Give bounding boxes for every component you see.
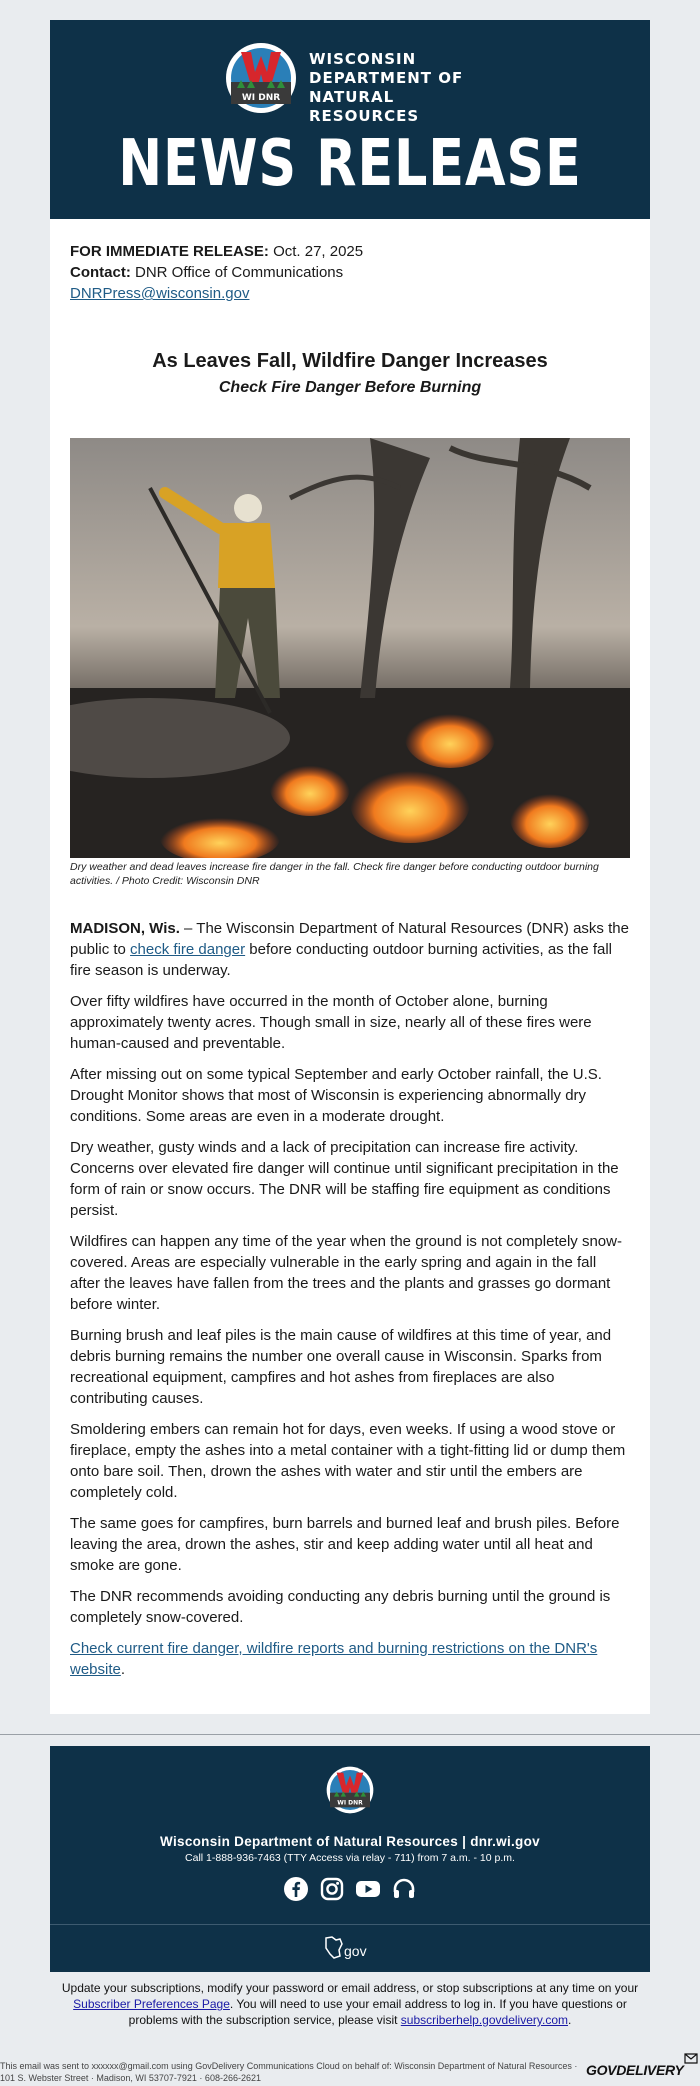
paragraph-4: Dry weather, gusty winds and a lack of precipitation can increase fire activity. Concerns over elevated fire danger will continue until significant precipitation in the form of rain or snow occurs. The DNR will be staffing fire equipment as conditions persist.	[70, 1139, 619, 1219]
release-meta	[50, 219, 650, 304]
agency-line-3: NATURAL RESOURCES	[309, 88, 420, 125]
contact-label: Contact:	[70, 264, 131, 281]
news-banner	[50, 20, 650, 219]
p1-text-b: before conducting outdoor burning activities, as the fall fire season is underway.	[70, 941, 613, 979]
paragraph-9: The DNR recommends avoiding conducting any debris burning until the ground is completely snow-covered.	[70, 1588, 611, 1626]
check-fire-danger-link[interactable]: check fire danger	[130, 941, 246, 958]
footer-separator	[0, 1734, 700, 1735]
p10-end: .	[120, 1661, 126, 1678]
paragraph-3: After missing out on some typical September and early October rainfall, the U.S. Drought Monitor shows that most of Wisconsin is experiencing abnormally dry conditions. Some areas are even in a moderate drought.	[70, 1066, 602, 1125]
paragraph-7: Smoldering embers can remain hot for days, even weeks. If using a wood stove or fireplace, empty the ashes into a metal container with a tight-fitting lid or dump them onto bare soil. Then, drown the ashes with water and stir until the embers are completely cold.	[70, 1421, 626, 1501]
paragraph-2: Over fifty wildfires have occurred in the month of October alone, burning approximately twenty acres. Though small in size, nearly all of these fires were human-caused and preventable.	[70, 993, 592, 1052]
fine-text-b: . You will need to use your email address to log in. If you have questions or problems with the subscription service, please visit	[128, 1997, 627, 2027]
fine-text-c: .	[567, 2013, 572, 2027]
govdelivery-envelope-icon	[684, 2052, 698, 2064]
footer-badge-label: WI DNR	[337, 1799, 363, 1807]
paragraph-5: Wildfires can happen any time of the year when the ground is not completely snow-covered. Areas are especially vulnerable in the early spring and again in the fall after the leaves have fallen from the trees and the plants and grasses go dormant before winter.	[70, 1233, 622, 1313]
release-date: Oct. 27, 2025	[273, 243, 364, 260]
email-line	[70, 283, 630, 304]
badge-label: WI DNR	[241, 93, 281, 103]
headline-title: As Leaves Fall, Wildfire Danger Increases	[152, 350, 548, 372]
paragraph-6: Burning brush and leaf piles is the main cause of wildfires at this time of year, and debris burning remains the number one overall cause in Wisconsin. Sparks from recreational equipment, campfires and hot ashes from fireplaces are also contributing causes.	[70, 1327, 612, 1407]
wildfire-photo	[70, 438, 630, 858]
youtube-icon[interactable]	[355, 1876, 381, 1902]
subscriber-help-link[interactable]: subscriberhelp.govdelivery.com	[400, 2013, 568, 2027]
sent-to-notice: This email was sent to xxxxxx@gmail.com using GovDelivery Communications Cloud on behalf of: Wisconsin Department of Natural Resources · 101 S. Webster Street · Madison, WI 53707-7921 · 608-266-2621	[0, 2061, 578, 2083]
instagram-icon[interactable]	[319, 1876, 345, 1902]
facebook-icon[interactable]	[283, 1876, 309, 1902]
subscription-fine-print	[50, 1980, 650, 2028]
paragraph-8: The same goes for campfires, burn barrels and burned leaf and brush piles. Before leaving the area, drown the ashes, stir and keep adding water until all heat and smoke are gone.	[70, 1515, 620, 1574]
article-body	[50, 888, 650, 1714]
release-line	[70, 241, 630, 262]
news-release-title: NEWS RELEASE	[118, 127, 582, 201]
wisconsin-gov-logo-icon[interactable]	[322, 1934, 378, 1964]
dnr-badge-icon	[225, 42, 297, 114]
release-label: FOR IMMEDIATE RELEASE:	[70, 243, 269, 260]
email-card	[50, 20, 650, 1714]
agency-line-1: WISCONSIN	[309, 50, 417, 68]
subscriber-preferences-link[interactable]: Subscriber Preferences Page	[73, 1997, 230, 2011]
paragraph-1	[70, 918, 630, 981]
podcast-headphones-icon[interactable]	[391, 1876, 417, 1902]
dateline: MADISON, Wis.	[70, 920, 180, 937]
footer-banner	[50, 1746, 650, 1972]
paragraph-10	[70, 1638, 630, 1680]
contact-value: DNR Office of Communications	[135, 264, 344, 281]
press-email-link[interactable]: DNRPress@wisconsin.gov	[70, 285, 250, 302]
social-links	[50, 1876, 650, 1902]
photo-caption: Dry weather and dead leaves increase fire danger in the fall. Check fire danger before conducting outdoor burning activities. / Photo Credit: Wisconsin DNR	[70, 861, 599, 887]
p1-text-a: – The Wisconsin Department of Natural Resources (DNR) asks the public to	[70, 920, 629, 958]
headline-subtitle: Check Fire Danger Before Burning	[218, 379, 482, 396]
footer-org-line[interactable]: Wisconsin Department of Natural Resources | dnr.wi.gov	[160, 1834, 540, 1849]
agency-line-2: DEPARTMENT OF	[309, 69, 464, 87]
govdelivery-logo[interactable]: GOVDELIVERY	[586, 2062, 684, 2078]
fine-text-a: Update your subscriptions, modify your password or email address, or stop subscriptions at any time on your	[61, 1981, 639, 1995]
headline-block	[50, 348, 650, 398]
dnr-website-link[interactable]: Check current fire danger, wildfire reports and burning restrictions on the DNR's website	[70, 1640, 598, 1678]
contact-line	[70, 262, 630, 283]
gov-label: gov	[344, 1943, 367, 1959]
footer-divider	[50, 1924, 650, 1925]
footer-phone-line: Call 1-888-936-7463 (TTY Access via relay - 711) from 7 a.m. - 10 p.m.	[185, 1852, 515, 1864]
dnr-logo[interactable]	[225, 42, 475, 125]
agency-name	[309, 50, 475, 126]
footer-dnr-badge-icon[interactable]	[326, 1766, 374, 1814]
